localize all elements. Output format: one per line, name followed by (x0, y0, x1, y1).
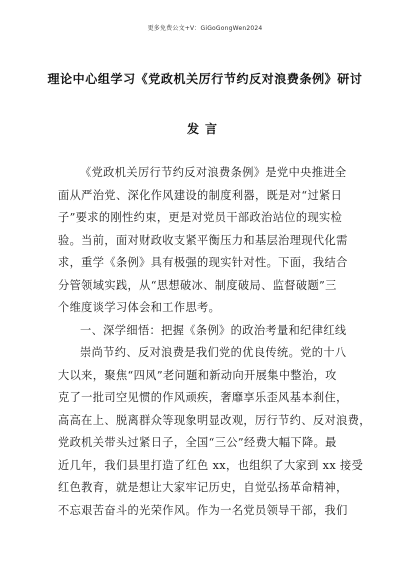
body-line: 不忘艰苦奋斗的光荣作风。作为一名党员领导干部，我们 (58, 503, 348, 517)
body-line: 红色教育，就是想让大家牢记历史，自觉弘扬革命精神， (58, 481, 348, 494)
body-line: 党政机关带头过紧日子，全国“三公”经费大幅下降。最 (58, 436, 337, 449)
body-line: 克了一批司空见惯的作风顽疾，奢靡享乐歪风基本刹住， (58, 391, 348, 404)
section-heading: 一、深学细悟：把握《条例》的政治考量和纪律红线 (80, 323, 347, 337)
body-line: 验。当前，面对财政收支紧平衡压力和基层治理现代化需 (58, 233, 348, 247)
body-line: 求，重学《条例》具有极强的现实针对性。下面，我结合 (58, 256, 348, 269)
body-line: 《党政机关厉行节约反对浪费条例》是党中央推进全 (80, 166, 347, 179)
body-line: 子”要求的刚性约束，更是对党员干部政治站位的现实检 (58, 211, 343, 224)
header-note: 更多免费公文+V：GiGoGongWen2024 (147, 25, 263, 32)
document-title: 理论中心组学习《党政机关厉行节约反对浪费条例》研讨 (47, 72, 363, 86)
body-line: 崇尚节约、反对浪费是我们党的优良传统。党的十八 (80, 346, 347, 359)
body-line: 高高在上、脱离群众等现象明显改观，厉行节约、反对浪费， (58, 413, 371, 427)
document-body (58, 162, 371, 522)
body-line: 分管领域实践，从“思想破冰、制度破局、监督破题”三 (58, 278, 337, 292)
body-line: 个维度谈学习体会和工作思考。 (58, 301, 221, 314)
body-line: 面从严治党、深化作风建设的制度利器，既是对“过紧日 (58, 188, 343, 202)
body-line: 大以来，聚焦“四风”老问题和新动向开展集中整治，攻 (58, 368, 337, 382)
body-line: 近几年，我们县里打造了红色 xx，也组织了大家到 xx 接受 (58, 458, 364, 472)
document-subtitle: 发言 (186, 122, 223, 136)
